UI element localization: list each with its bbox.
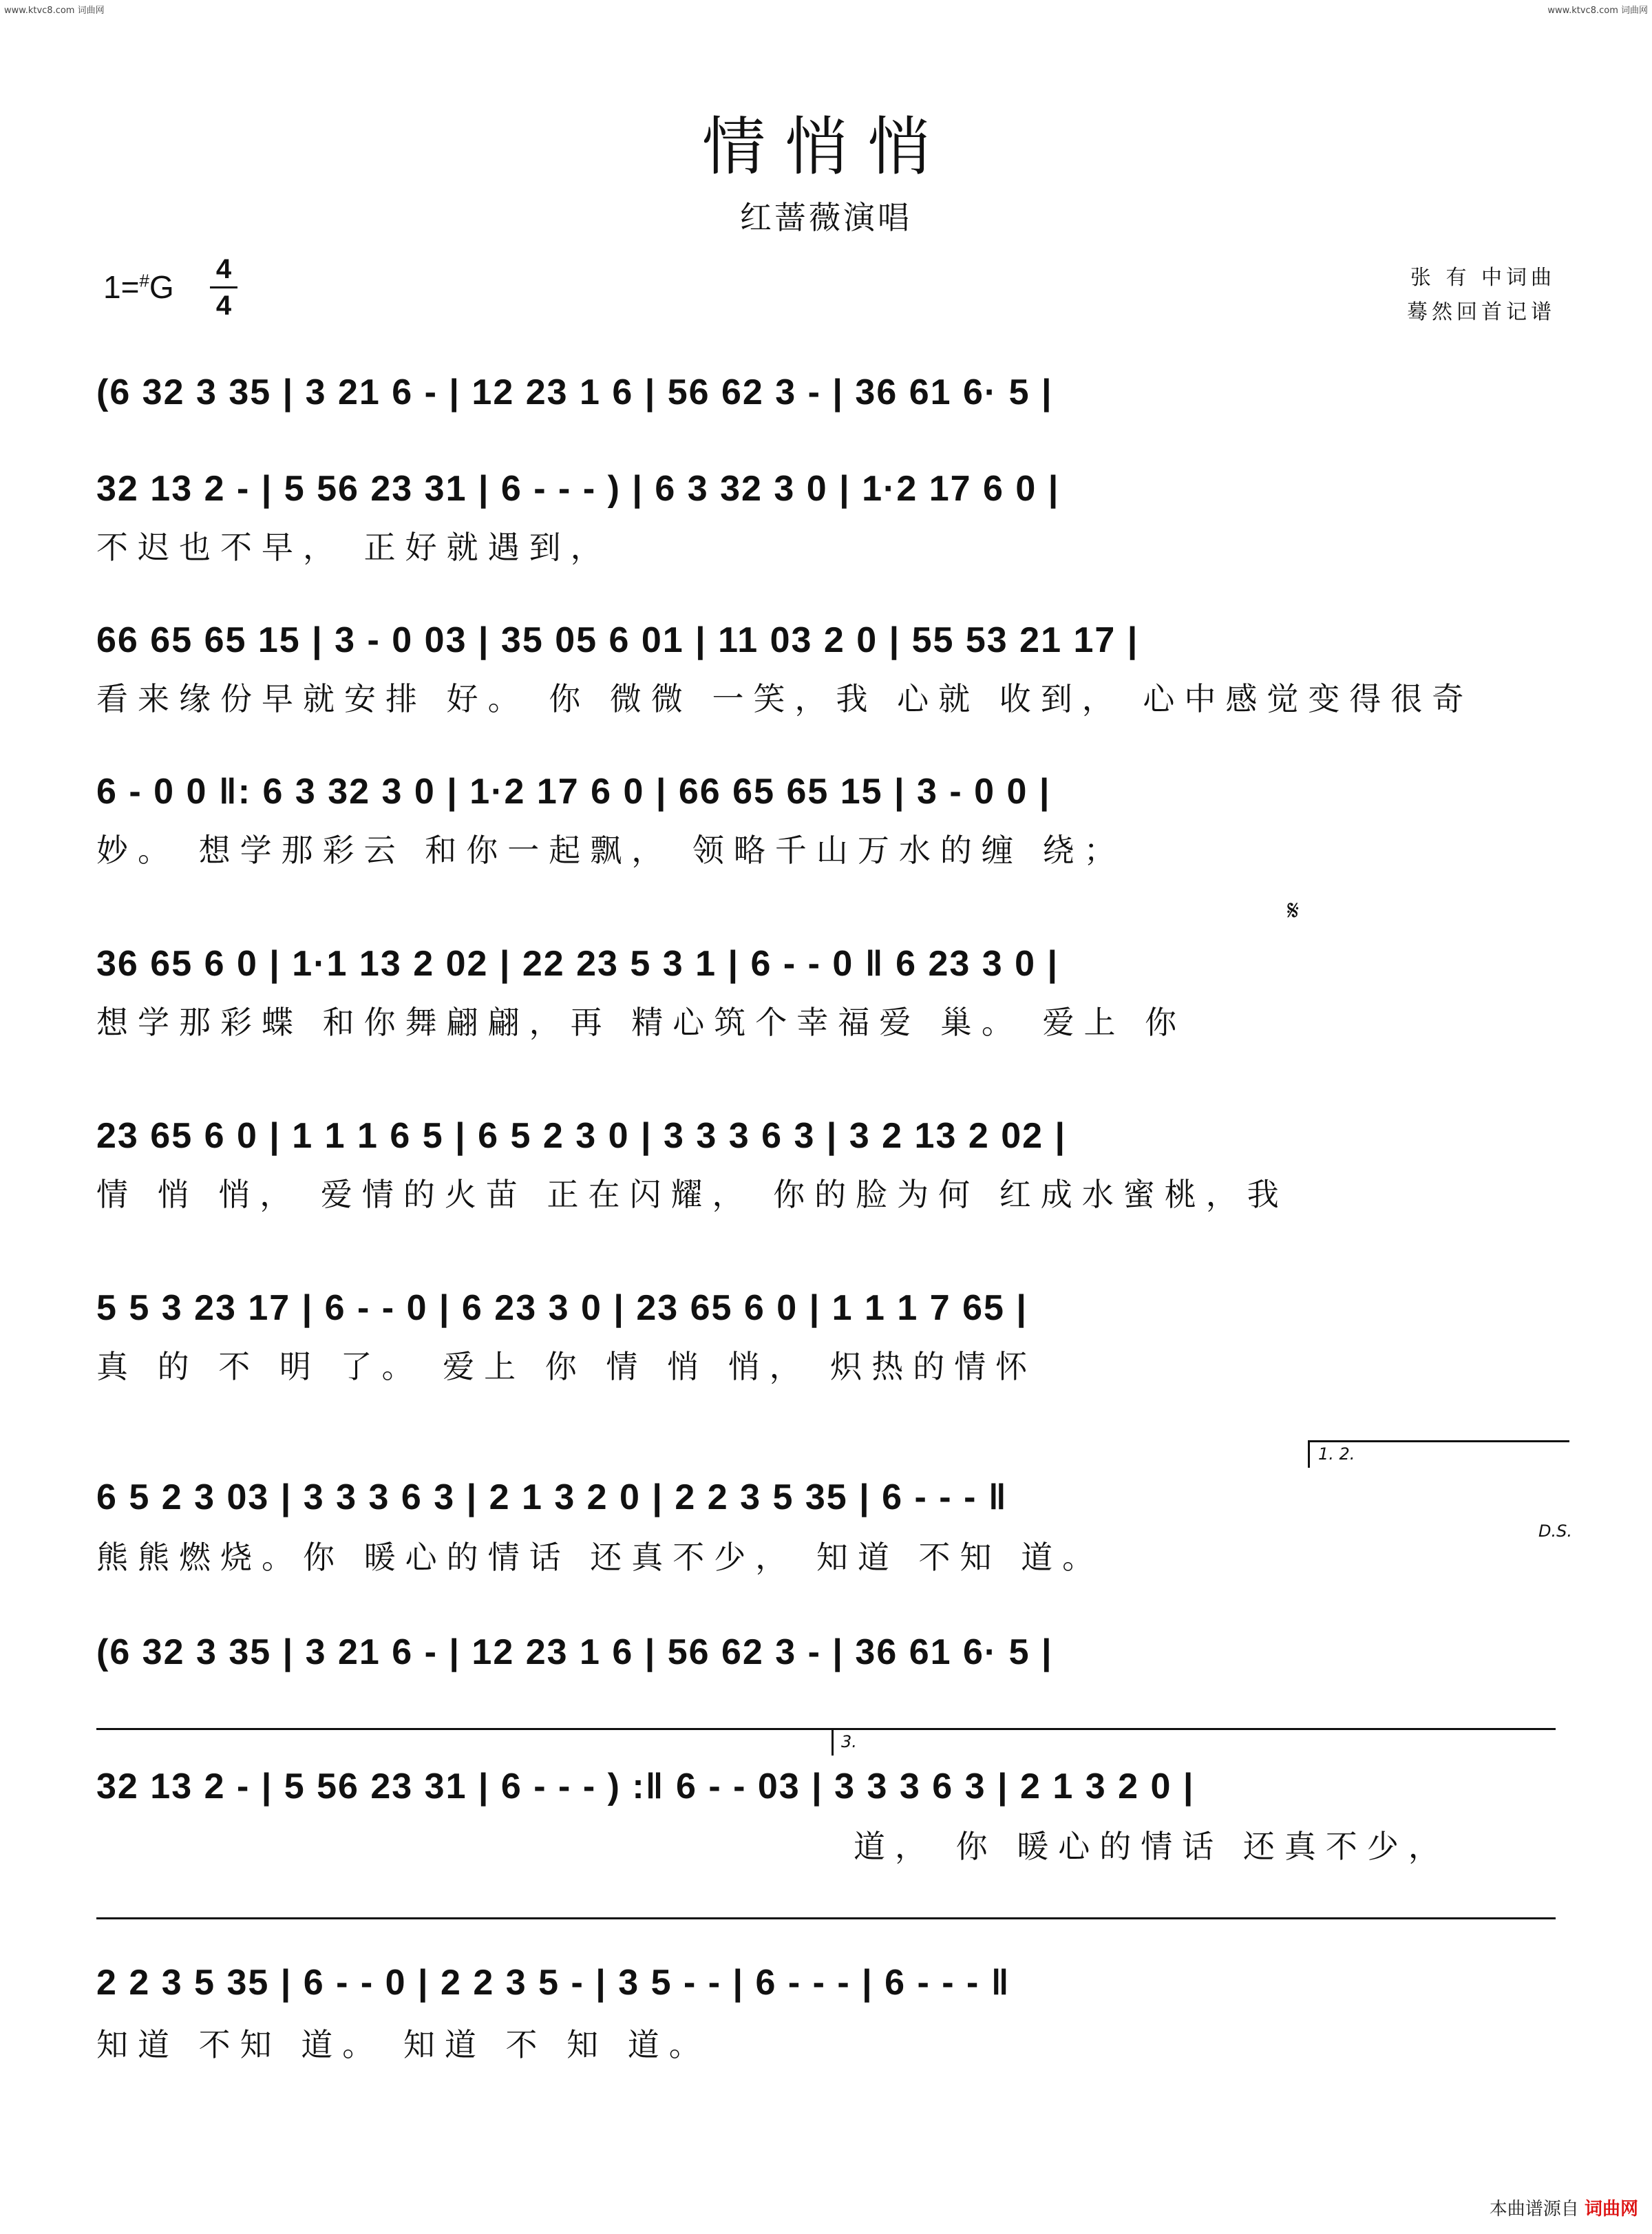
volta-bracket-3-hook — [832, 1728, 834, 1756]
score-system-7-notes: 5 5 3 23 17 | 6 - - 0 | 6 23 3 0 | 23 65 6 0 | 1 1 1 7 65 | — [96, 1288, 1028, 1328]
key-note: G — [149, 269, 174, 305]
score-system-2-notes: 32 13 2 - | 5 56 23 31 | 6 - - - ) | 6 3 32 3 0 | 1·2 17 6 0 | — [96, 469, 1060, 509]
volta-12-label: 1. 2. — [1318, 1444, 1355, 1464]
score-system-9-notes: (6 32 3 35 | 3 21 6 - | 12 23 1 6 | 56 62 3 - | 36 61 6· 5 | — [96, 1632, 1053, 1672]
score-system-6-lyrics: 情 悄 悄， 爱情的火苗 正在闪耀， 你的脸为何 红成水蜜桃，我 — [96, 1176, 1289, 1213]
transcriber-credit: 蓦然回首记谱 — [1407, 300, 1556, 324]
meter-bottom: 4 — [215, 291, 232, 321]
score-system-5-lyrics: 想学那彩蝶 和你舞翩翩，再 精心筑个幸福爱 巢。 爱上 你 — [96, 1004, 1187, 1041]
footer-watermark — [1490, 2195, 1638, 2220]
composer-credit: 张 有 中词曲 — [1410, 266, 1556, 290]
score-system-4-notes: 6 - 0 0 ‖: 6 3 32 3 0 | 1·2 17 6 0 | 66 65 65 15 | 3 - 0 0 | — [96, 772, 1051, 812]
score-system-2-lyrics: 不迟也不早， 正好就遇到， — [96, 529, 612, 566]
meter-bar — [210, 286, 237, 288]
score-system-3-lyrics: 看来缘份早就安排 好。 你 微微 一笑，我 心就 收到， 心中感觉变得很奇 — [96, 680, 1474, 717]
key-prefix: 1= — [103, 269, 140, 305]
time-signature — [210, 253, 237, 322]
watermark-top-left: www.ktvc8.com 词曲网 — [4, 6, 105, 16]
segno-mark: 𝄋 — [1287, 895, 1300, 927]
volta-3-label: 3. — [841, 1732, 857, 1751]
score-system-10-notes: 32 13 2 - | 5 56 23 31 | 6 - - - ) :‖ 6 - - 03 | 3 3 3 6 3 | 2 1 3 2 0 | — [96, 1767, 1195, 1806]
system-10-bottom-rule — [96, 1917, 1556, 1919]
score-system-5-notes: 36 65 6 0 | 1·1 13 2 02 | 22 23 5 3 1 | 6 - - 0 ‖ 6 23 3 0 | — [96, 944, 1059, 984]
score-system-7-lyrics: 真 的 不 明 了。 爱上 你 情 悄 悄， 炽热的情怀 — [96, 1348, 1037, 1385]
performer-subtitle: 红蔷薇演唱 — [740, 199, 912, 236]
footer-source-text: 本曲谱源自 — [1489, 2199, 1579, 2220]
song-title: 情悄悄 — [701, 110, 950, 184]
system-9-bottom-rule — [96, 1728, 1556, 1730]
watermark-top-right: www.ktvc8.com 词曲网 — [1547, 6, 1648, 16]
score-system-6-notes: 23 65 6 0 | 1 1 1 6 5 | 6 5 2 3 0 | 3 3 3 6 3 | 3 2 13 2 02 | — [96, 1116, 1067, 1156]
score-system-8-lyrics: 熊熊燃烧。你 暖心的情话 还真不少， 知道 不知 道。 — [96, 1539, 1104, 1576]
score-system-10-lyrics: 道， 你 暖心的情话 还真不少， — [854, 1828, 1450, 1865]
score-system-11-lyrics: 知道 不知 道。 知道 不 知 道。 — [96, 2026, 710, 2063]
score-system-1-lyrics — [96, 427, 1569, 468]
sharp-symbol: # — [139, 270, 149, 291]
volta-bracket-12-hook — [1308, 1440, 1310, 1468]
key-signature — [103, 268, 174, 306]
footer-brand-text: 词曲网 — [1584, 2199, 1638, 2220]
score-system-1-notes: (6 32 3 35 | 3 21 6 - | 12 23 1 6 | 56 62 3 - | 36 61 6· 5 | — [96, 372, 1053, 412]
meter-top: 4 — [215, 254, 232, 284]
volta-bracket-12-line — [1308, 1440, 1569, 1442]
score-system-4-lyrics: 妙。 想学那彩云 和你一起飘， 领略千山万水的缠 绕； — [96, 832, 1125, 869]
score-system-8-notes: 6 5 2 3 03 | 3 3 3 6 3 | 2 1 3 2 0 | 2 2 3 5 35 | 6 - - - ‖ — [96, 1477, 1008, 1517]
score-system-3-notes: 66 65 65 15 | 3 - 0 03 | 35 05 6 01 | 11 03 2 0 | 55 53 21 17 | — [96, 620, 1139, 660]
ds-mark: D.S. — [1538, 1521, 1572, 1541]
score-system-11-notes: 2 2 3 5 35 | 6 - - 0 | 2 2 3 5 - | 3 5 - - | 6 - - - | 6 - - - ‖ — [96, 1963, 1010, 2003]
